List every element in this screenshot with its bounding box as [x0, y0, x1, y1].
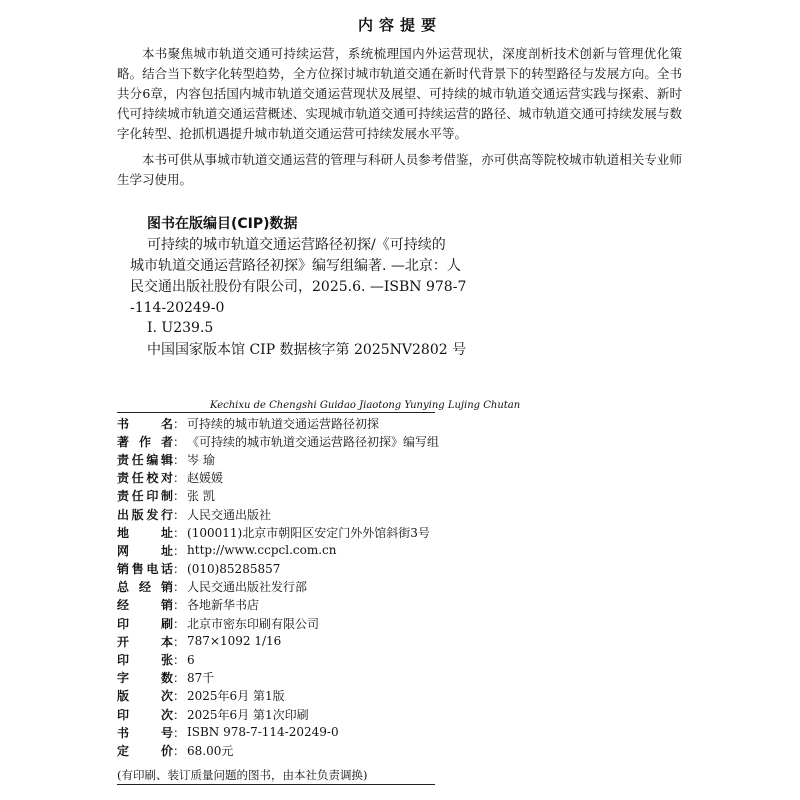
cip-record: [130, 235, 467, 319]
summary-paragraph-2: 本书可供从事城市轨道交通运营的管理与科研人员参考借鉴，亦可供高等院校城市轨道相关专业师生学习使用。: [117, 152, 682, 187]
cip-line: -114-20249-0: [130, 300, 225, 316]
colophon-value: (010)85285857: [187, 561, 281, 576]
colophon-row: [117, 687, 447, 705]
colon: ：: [173, 489, 186, 504]
colophon-label: 总 经 销: [117, 580, 173, 595]
colophon-row: [117, 705, 447, 723]
colophon-label: 责 任 校 对: [117, 471, 173, 486]
page-heading: 内容提要: [357, 16, 442, 34]
colophon-label: 责 任 印 制: [117, 489, 173, 504]
colon: ：: [173, 580, 186, 595]
colophon-label: 地 址: [117, 525, 173, 540]
colophon-label: 责 任 编 辑: [117, 452, 173, 467]
colon: ：: [173, 616, 186, 631]
colon: ：: [173, 707, 186, 722]
colophon-row: [117, 560, 447, 578]
colophon-value: 787×1092 1/16: [187, 634, 282, 649]
pinyin-title: Kechixu de Chengshi Guidao Jiaotong Yunying Lujing Chutan: [210, 400, 521, 411]
colophon-value: 68.00元: [187, 743, 234, 758]
summary-paragraph-1: 本书聚焦城市轨道交通可持续运营，系统梳理国内外运营现状，深度剖析技术创新与管理优化策略。结合当下数字化转型趋势，全方位探讨城市轨道交通在新时代背景下的转型路径与发展方向。全书共分6章，内容包括国内城市轨道交通运营现状及展望、可持续的城市轨道交通运营实践与探索、新时代可持续城市轨道交通运营概述、实现城市轨道交通可持续运营的路径、城市轨道交通可持续发展与数字化转型、抢抓机遇提升城市轨道交通运营可持续发展水平等。: [117, 46, 682, 141]
colophon-row: [117, 723, 447, 741]
colon: ：: [173, 562, 186, 577]
colon: ：: [173, 416, 186, 431]
colophon-value: 6: [187, 652, 195, 667]
colophon-row: [117, 596, 447, 614]
colophon-value: 岑 瑜: [187, 452, 215, 467]
colophon-label: 经 销: [117, 598, 173, 613]
colophon-value: 2025年6月 第1次印刷: [187, 707, 309, 722]
colon: ：: [173, 507, 186, 522]
top-rule: [117, 412, 435, 413]
colophon-label: 书 号: [117, 725, 173, 740]
colon: ：: [173, 471, 186, 486]
colophon-row: [117, 450, 447, 468]
colophon-row: [117, 469, 447, 487]
colon: ：: [173, 543, 186, 558]
colon: ：: [173, 689, 186, 704]
colophon-row: [117, 523, 447, 541]
colophon-value: http://www.ccpcl.com.cn: [187, 543, 337, 558]
colophon-label: 印 刷: [117, 616, 173, 631]
colophon-row: [117, 541, 447, 559]
colophon-value: 各地新华书店: [187, 598, 260, 613]
colophon-value: 赵媛媛: [187, 471, 224, 486]
colophon-table: [117, 414, 447, 760]
colophon-row: [117, 669, 447, 687]
cip-classification: Ⅰ. U239.5: [147, 320, 214, 336]
colon: ：: [173, 653, 186, 668]
colophon-value: 可持续的城市轨道交通运营路径初探: [187, 416, 380, 431]
colon: ：: [173, 525, 186, 540]
cip-catalog-number: 中国国家版本馆 CIP 数据核字第 2025NV2802 号: [147, 342, 467, 358]
colophon-label: 字 数: [117, 671, 173, 686]
colophon-label: 版 次: [117, 689, 173, 704]
cip-line: 民交通出版社股份有限公司，2025.6. —ISBN 978-7: [130, 279, 467, 295]
colophon-value: 87千: [187, 671, 215, 686]
colophon-row: [117, 741, 447, 759]
colon: ：: [173, 434, 186, 449]
colophon-row: [117, 632, 447, 650]
cip-line: 可持续的城市轨道交通运营路径初探/《可持续的: [147, 237, 446, 253]
colon: ：: [173, 598, 186, 613]
colophon-row: [117, 650, 447, 668]
colophon-row: [117, 505, 447, 523]
colon: ：: [173, 743, 186, 758]
colophon-row: [117, 578, 447, 596]
colophon-label: 印 张: [117, 653, 173, 668]
colon: ：: [173, 671, 186, 686]
colophon-label: 书 名: [117, 416, 173, 431]
colophon-label: 出 版 发 行: [117, 507, 173, 522]
colon: ：: [173, 452, 186, 467]
colophon-label: 销 售 电 话: [117, 562, 173, 577]
colon: ：: [173, 634, 186, 649]
colophon-row: [117, 432, 447, 450]
colophon-value: 《可持续的城市轨道交通运营路径初探》编写组: [187, 434, 440, 449]
colophon-row: [117, 614, 447, 632]
colophon-value: 北京市密东印刷有限公司: [187, 616, 320, 631]
colophon-label: 印 次: [117, 707, 173, 722]
colophon-label: 定 价: [117, 743, 173, 758]
colophon-label: 著 作 者: [117, 434, 173, 449]
colophon-value: ISBN 978-7-114-20249-0: [187, 725, 339, 740]
colophon-label: 开 本: [117, 634, 173, 649]
colon: ：: [173, 725, 186, 740]
colophon-row: [117, 487, 447, 505]
colophon-value: 人民交通出版社发行部: [187, 580, 308, 595]
quality-note: (有印刷、装订质量问题的图书，由本社负责调换): [117, 768, 368, 782]
colophon-value: 人民交通出版社: [187, 507, 272, 522]
colophon-value: 2025年6月 第1版: [187, 689, 285, 704]
colophon-value: (100011)北京市朝阳区安定门外外馆斜街3号: [187, 525, 430, 540]
colophon-row: [117, 414, 447, 432]
colophon-value: 张 凯: [187, 489, 215, 504]
colophon-label: 网 址: [117, 543, 173, 558]
cip-title: 图书在版编目(CIP)数据: [147, 216, 298, 232]
cip-line: 城市轨道交通运营路径初探》编写组编著. —北京：人: [130, 258, 461, 274]
bottom-rule: [117, 784, 435, 785]
